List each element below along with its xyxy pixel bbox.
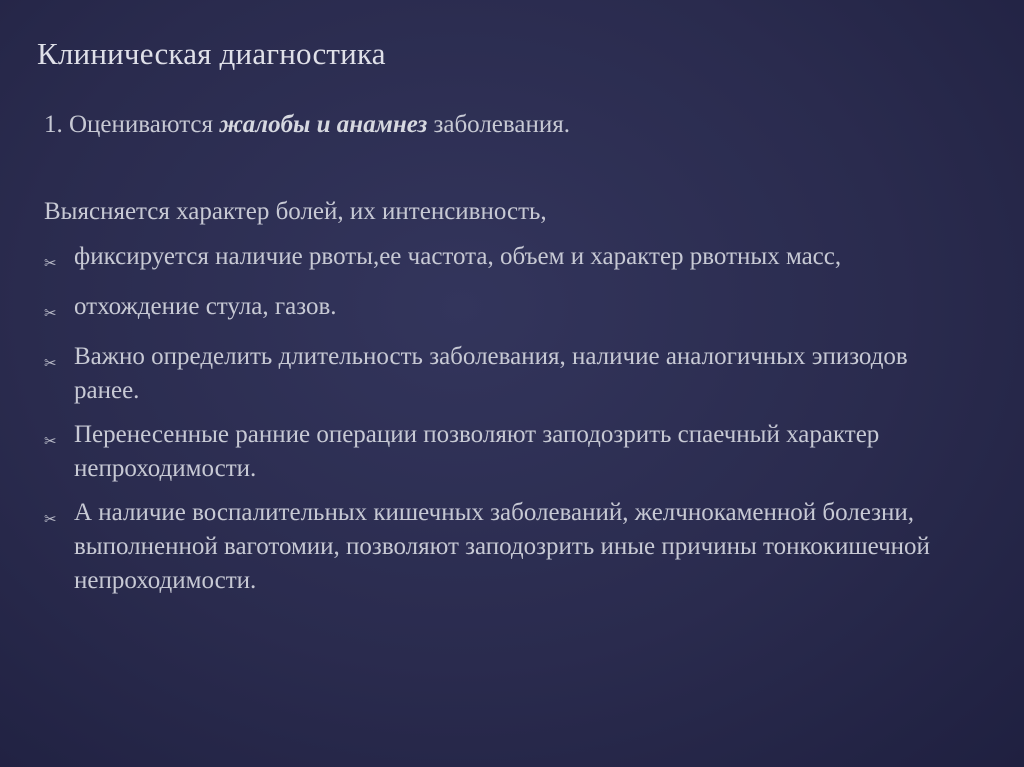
bullet-text: отхождение стула, газов. bbox=[74, 293, 337, 320]
lead-paragraph: Выясняется характер болей, их интенсивность, bbox=[44, 198, 547, 225]
bullet-list bbox=[44, 240, 944, 608]
bullet-item bbox=[44, 290, 944, 330]
intro-suffix: заболевания. bbox=[427, 111, 570, 138]
bullet-item bbox=[44, 240, 944, 280]
slide-title: Клиническая диагностика bbox=[37, 36, 386, 71]
intro-prefix: 1. Оцениваются bbox=[44, 111, 220, 138]
scissors-icon: ✂ bbox=[44, 254, 57, 272]
bullet-item bbox=[44, 496, 944, 598]
scissors-icon: ✂ bbox=[44, 354, 57, 372]
scissors-icon: ✂ bbox=[44, 432, 57, 450]
bullet-text: фиксируется наличие рвоты,ее частота, объем и характер рвотных масс, bbox=[74, 243, 842, 270]
bullet-text: Важно определить длительность заболевания, наличие аналогичных эпизодов ранее. bbox=[74, 343, 908, 404]
scissors-icon: ✂ bbox=[44, 304, 57, 322]
intro-emphasis: жалобы и анамнез bbox=[219, 111, 428, 138]
bullet-item bbox=[44, 418, 944, 486]
bullet-text: Перенесенные ранние операции позволяют заподозрить спаечный характер непроходимости. bbox=[74, 421, 880, 482]
bullet-item bbox=[44, 340, 944, 408]
intro-paragraph bbox=[44, 108, 570, 142]
bullet-text: А наличие воспалительных кишечных заболеваний, желчнокаменной болезни, выполненной ваготомии, позволяют заподозрить иные причины тонкокишечной непроходимости. bbox=[74, 499, 930, 594]
scissors-icon: ✂ bbox=[44, 510, 57, 528]
